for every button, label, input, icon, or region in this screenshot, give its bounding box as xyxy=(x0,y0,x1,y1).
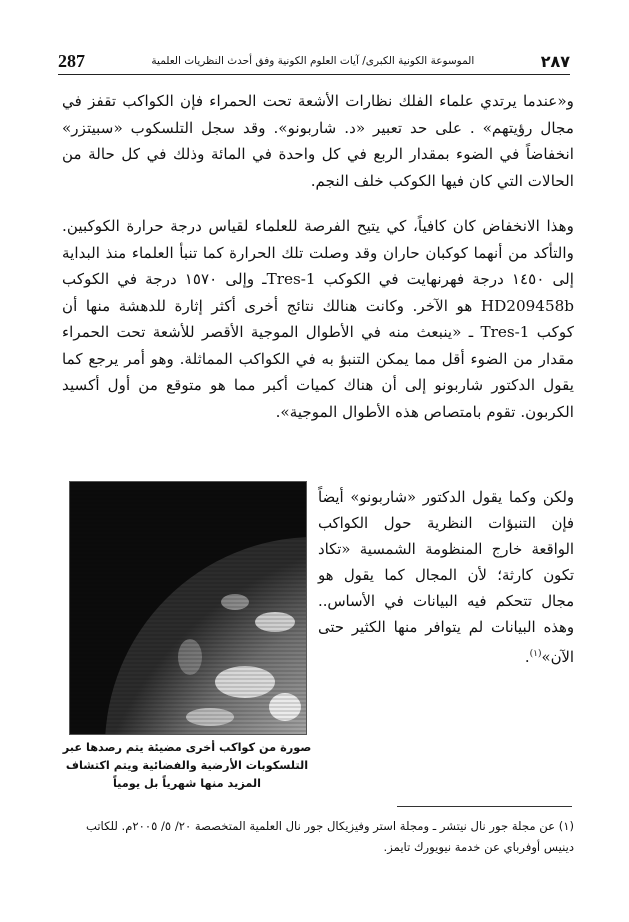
page-number-arabic: ٢٨٧ xyxy=(540,51,570,71)
planet-photo xyxy=(69,481,307,735)
footnote-divider xyxy=(397,806,572,807)
body-paragraph-2: وهذا الانخفاض كان كافياً، كي يتيح الفرصة للعلماء لقياس درجة حرارة الكوكبين. والتأكد من أنهما كوكبان حاران وقد وصلت تلك الحرارة كما تنبأ العلماء منذ البداية إلى ١٤٥٠ درجة فهرنهايت في الكوكب Tres-1ـ وإلى ١٥٧٠ درجة في الكوكب HD209458b هو الآخر. وكانت هنالك نتائج أخرى أكثر إثارة للدهشة منها أن كوكب Tres-1 ـ «ينبعث منه في الأطوال الموجية الأقصر للأشعة تحت الحمراء مقدار من الضوء أقل مما يمكن التنبؤ به في الكواكب المماثلة. وهو أمر يرجع كما يقول الدكتور شاربونو إلى أن هناك كميات أكبر مما هو متوقع من أول أكسيد الكربون. تقوم بامتصاص هذه الأطوال الموجية». xyxy=(62,217,574,421)
body-paragraph-3-text: ولكن وكما يقول الدكتور «شاربونو» أيضاً فإن التنبؤات النظرية حول الكواكب الواقعة خارج المنظومة الشمسية «تكاد تكون كارثة؛ لأن المجال كما يقول هو مجال تتحكم فيه البيانات في الأساس.. وهذه البيانات لم يتوافر منها الكثير حتى الآن» xyxy=(318,489,574,666)
page-number-latin: 287 xyxy=(58,50,85,71)
footnote: (١) عن مجلة جور نال نيتشر ـ ومجلة استر وفيزيكال جور نال العلمية المتخصصة ٢٠/ ٥/ ٢٠٠٥م. للكاتب دينيس أوفرباي عن خدمة نيويورك تايمز. xyxy=(85,819,574,854)
footnote-reference: (١) xyxy=(529,649,542,659)
body-paragraph-1: و«عندما يرتدي علماء الفلك نظارات الأشعة تحت الحمراء فإن الكواكب تقفز في مجال رؤيتهم» . على حد تعبير «د. شاربونو». وقد سجل التلسكوب «سبيتزر» انخفاضاً في الضوء بمقدار الربع في كل واحدة في المائة وذلك في كل حالة من الحالات التي كان فيها الكوكب خلف النجم. xyxy=(62,92,574,190)
figure-caption: صورة من كواكب أخرى مضيئة يتم رصدها عبر التلسكوبات الأرضية والفضائية ويتم اكتشاف المزيد منها شهرياً بل يومياً xyxy=(62,741,312,790)
planet-image-illustration xyxy=(70,482,306,734)
running-title: الموسوعة الكونية الكبرى/ آيات العلوم الكونية وفق أحدث النظريات العلمية xyxy=(151,55,475,67)
page-header xyxy=(58,48,570,75)
body-paragraph-3: ولكن وكما يقول الدكتور «شاربونو» أيضاً فإن التنبؤات النظرية حول الكواكب الواقعة خارج المنظومة الشمسية «تكاد تكون كارثة؛ لأن المجال كما يقول هو مجال تتحكم فيه البيانات في الأساس.. وهذه البيانات لم يتوافر منها الكثير حتى الآن»$^{(١)}$. xyxy=(318,489,574,666)
